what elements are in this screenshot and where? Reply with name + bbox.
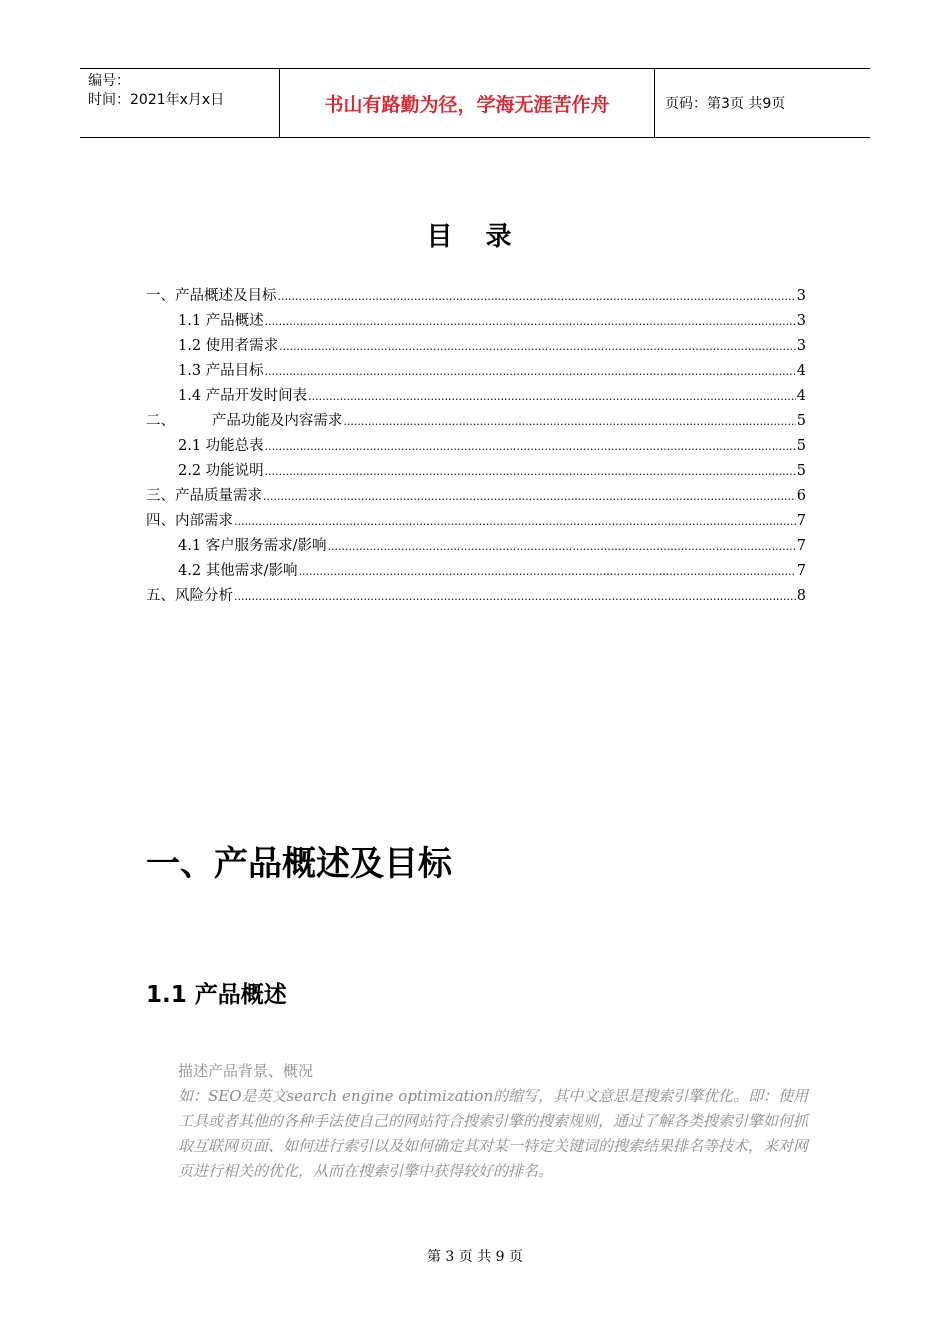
toc-entry-page: 4 xyxy=(796,388,806,404)
toc-leader-dots xyxy=(343,415,795,428)
toc-entry[interactable] xyxy=(146,434,806,459)
toc-entry[interactable] xyxy=(146,384,806,409)
description-body: 如：SEO是英文search engine optimization的缩写，其中文意思是搜索引擎优化。即：使用工具或者其他的各种手法使自己的网站符合搜索引擎的搜索规则，通过了解各类搜索引擎如何抓取互联网页面、如何进行索引以及如何确定其对某一特定关键词的搜索结果排名等技术，来对网页进行相关的优化，从而在搜索引擎中获得较好的排名。 xyxy=(178,1087,809,1180)
toc-title: 目 录 xyxy=(426,222,524,252)
header-number-label: 编号： xyxy=(88,73,130,89)
toc-entry[interactable] xyxy=(146,359,806,384)
toc-entry-page: 6 xyxy=(796,488,806,504)
toc-entry-label: 三、产品质量需求 xyxy=(146,488,262,504)
toc-entry-label: 二、 产品功能及内容需求 xyxy=(146,413,343,429)
page-footer: 第 3 页 共 9 页 xyxy=(426,1249,524,1265)
toc-leader-dots xyxy=(265,465,796,478)
toc-entry-label: 1.1 产品概述 xyxy=(178,313,264,329)
toc-entry[interactable] xyxy=(146,284,806,309)
header-page-info: 页码：第3页 共9页 xyxy=(665,96,786,112)
section-subheading: 1.1 产品概述 xyxy=(146,982,287,1008)
page-header xyxy=(80,68,870,138)
toc-entry-page: 3 xyxy=(796,288,806,304)
toc-leader-dots xyxy=(234,515,796,528)
description-block xyxy=(178,1059,810,1184)
toc-entry-label: 一、产品概述及目标 xyxy=(146,288,277,304)
header-motto: 书山有路勤为径，学海无涯苦作舟 xyxy=(280,69,655,137)
toc-entry-page: 8 xyxy=(796,588,806,604)
toc-entry-label: 4.1 客户服务需求/影响 xyxy=(178,538,327,554)
toc-entry-page: 7 xyxy=(796,513,806,529)
toc-entry-label: 1.3 产品目标 xyxy=(178,363,264,379)
toc-leader-dots xyxy=(265,365,796,378)
toc-entry-page: 5 xyxy=(796,413,806,429)
toc-leader-dots xyxy=(299,565,796,578)
toc-entry-page: 4 xyxy=(796,363,806,379)
toc-leader-dots xyxy=(265,315,796,328)
toc-entry-page: 7 xyxy=(796,563,806,579)
description-title: 描述产品背景、概况 xyxy=(178,1062,314,1080)
toc-leader-dots xyxy=(328,540,796,553)
toc-entry-label: 1.2 使用者需求 xyxy=(178,338,279,354)
toc-leader-dots xyxy=(234,590,796,603)
toc-entry[interactable] xyxy=(146,534,806,559)
toc-entry-page: 5 xyxy=(796,438,806,454)
header-meta xyxy=(80,69,280,137)
table-of-contents xyxy=(146,284,806,609)
toc-entry[interactable] xyxy=(146,334,806,359)
toc-leader-dots xyxy=(263,490,796,503)
header-time-label: 时间：2021年x月x日 xyxy=(88,92,225,108)
toc-leader-dots xyxy=(308,390,796,403)
toc-entry-label: 4.2 其他需求/影响 xyxy=(178,563,298,579)
toc-entry-label: 1.4 产品开发时间表 xyxy=(178,388,308,404)
toc-entry[interactable] xyxy=(146,459,806,484)
toc-leader-dots xyxy=(278,290,796,303)
toc-entry[interactable] xyxy=(146,584,806,609)
toc-entry[interactable] xyxy=(146,509,806,534)
toc-entry-label: 2.2 功能说明 xyxy=(178,463,264,479)
toc-entry-page: 3 xyxy=(796,313,806,329)
toc-entry-page: 7 xyxy=(796,538,806,554)
toc-leader-dots xyxy=(279,340,796,353)
toc-entry-page: 3 xyxy=(796,338,806,354)
toc-entry[interactable] xyxy=(146,559,806,584)
toc-entry[interactable] xyxy=(146,309,806,334)
toc-entry-label: 2.1 功能总表 xyxy=(178,438,264,454)
toc-entry[interactable] xyxy=(146,484,806,509)
toc-entry[interactable] xyxy=(146,409,806,434)
section-heading: 一、产品概述及目标 xyxy=(146,844,452,884)
toc-entry-label: 四、内部需求 xyxy=(146,513,233,529)
toc-leader-dots xyxy=(265,440,796,453)
toc-entry-label: 五、风险分析 xyxy=(146,588,233,604)
toc-entry-page: 5 xyxy=(796,463,806,479)
